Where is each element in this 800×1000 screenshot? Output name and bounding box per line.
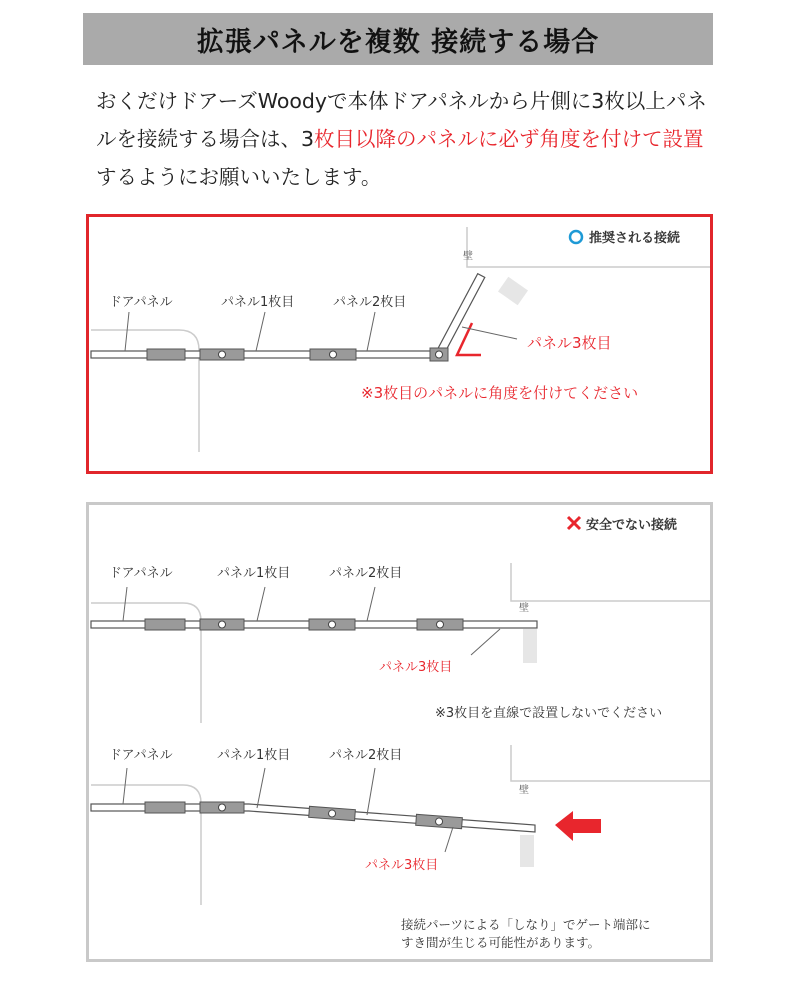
bent-note-line2: すき間が生じる可能性があります。	[401, 935, 601, 950]
leader-panel2	[367, 312, 375, 351]
unsafe-x-icon	[568, 517, 580, 529]
straight-note: ※3枚目を直線で設置しないでください	[435, 706, 663, 721]
joint-1-bent-pin	[219, 804, 226, 811]
recommended-diagram	[86, 214, 713, 474]
ghost-end-block	[498, 277, 528, 306]
wall-outline-bent	[511, 745, 710, 781]
title-bar	[83, 13, 713, 65]
panel1-label: パネル1枚目	[221, 295, 295, 310]
joint-3-straight-pin	[437, 621, 444, 628]
panel1-label-straight: パネル1枚目	[217, 566, 291, 581]
door-panel-label-bent: ドアパネル	[109, 748, 173, 763]
wall-label-straight: 壁	[519, 603, 529, 614]
intro-text	[96, 82, 716, 196]
bent-note-line1: 接続パーツによる「しなり」でゲート端部に	[401, 917, 651, 932]
panel3-label-straight: パネル3枚目	[379, 660, 453, 675]
joint-door-straight	[145, 619, 185, 630]
panel2-label-bent: パネル2枚目	[329, 748, 403, 763]
push-arrow-icon	[555, 811, 601, 841]
angle-note: ※3枚目のパネルに角度を付けてください	[361, 384, 639, 402]
recommended-badge: 推奨される接続	[589, 231, 681, 246]
joint-1-pin	[219, 351, 226, 358]
leader-door-straight	[123, 587, 127, 621]
door-outline	[91, 330, 199, 452]
leader-panel3-straight	[471, 629, 500, 655]
joint-2-pin	[330, 351, 337, 358]
door-panel-label: ドアパネル	[109, 295, 173, 310]
leader-panel2-straight	[367, 587, 375, 621]
panel2-label-straight: パネル2枚目	[329, 566, 403, 581]
unsafe-diagram	[86, 502, 713, 962]
leader-panel2-bent	[367, 768, 375, 815]
intro-part1: おくだけドアーズWoodyで本体ドアパネルから片側に3枚以上パネルを接続する場合は、3	[96, 89, 707, 151]
joint-door	[147, 349, 185, 360]
ghost-end-block-straight	[523, 629, 537, 663]
leader-panel3-bent	[445, 827, 453, 852]
panel2-label: パネル2枚目	[333, 295, 407, 310]
page-title: 拡張パネルを複数 接続する場合	[196, 26, 600, 58]
leader-door	[125, 312, 129, 351]
unsafe-diagram-svg	[89, 505, 710, 959]
joint-2-straight-pin	[329, 621, 336, 628]
leader-panel1-bent	[257, 768, 265, 808]
intro-highlight: 枚目以降のパネルに必ず角度を付けて設置	[314, 127, 704, 151]
recommended-circle-icon	[570, 231, 582, 243]
leader-door-bent	[123, 768, 127, 804]
angled-third-panel	[435, 274, 484, 357]
leader-panel1-straight	[257, 587, 265, 621]
panel3-label: パネル3枚目	[527, 334, 612, 352]
intro-part2: するようにお願いいたします。	[96, 165, 382, 189]
angle-mark	[457, 323, 481, 355]
leader-panel3	[462, 327, 517, 339]
joint-3-bent	[416, 814, 463, 828]
wall-label: 壁	[463, 251, 473, 262]
joint-2-bent	[309, 806, 356, 820]
wall-outline-straight	[511, 563, 710, 601]
ghost-end-block-bent	[520, 835, 534, 867]
panel1-label-bent: パネル1枚目	[217, 748, 291, 763]
panel3-label-bent: パネル3枚目	[365, 858, 439, 873]
joint-door-bent	[145, 802, 185, 813]
wall-label-bent: 壁	[519, 785, 529, 796]
unsafe-badge: 安全でない接続	[586, 518, 678, 533]
recommended-diagram-svg	[89, 217, 710, 471]
leader-panel1	[256, 312, 265, 351]
joint-3-pin	[436, 351, 443, 358]
door-panel-label-straight: ドアパネル	[109, 566, 173, 581]
joint-1-straight-pin	[219, 621, 226, 628]
panel-rail	[91, 351, 445, 358]
